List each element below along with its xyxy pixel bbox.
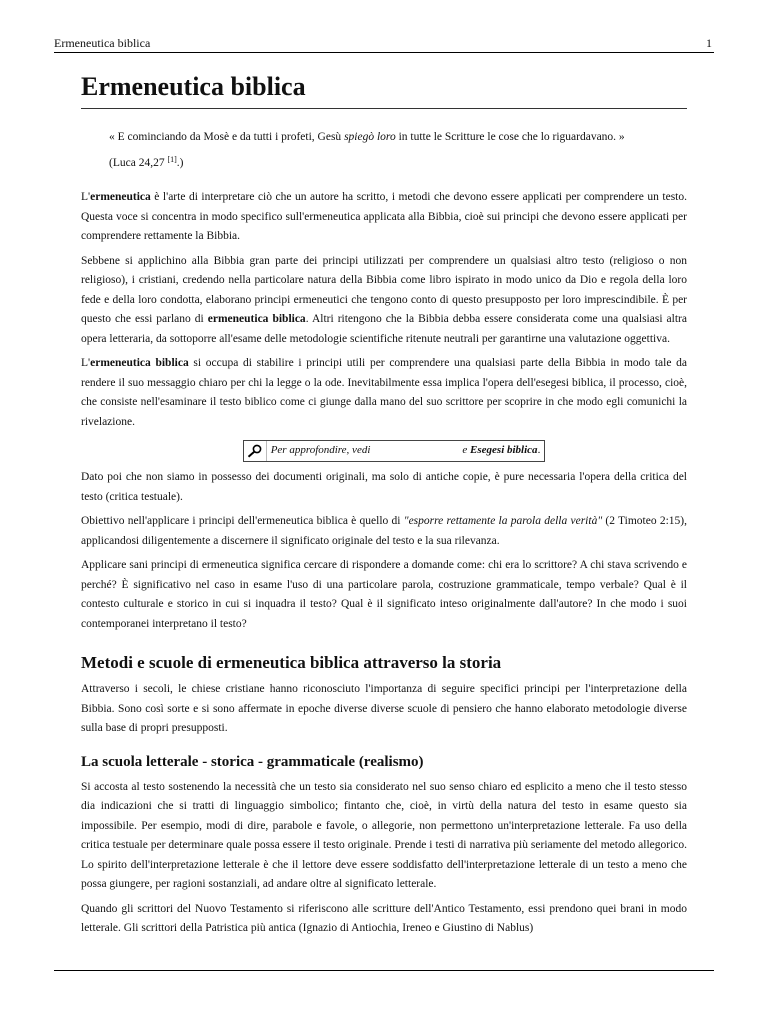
citation-text: (Luca 24,27 — [109, 157, 168, 169]
bold-term: ermeneutica biblica — [207, 313, 306, 325]
epigraph-close: in tutte le Scritture le cose che lo riguardavano. » — [395, 131, 625, 143]
text: è l'arte di interpretare ciò che un autore ha scritto, i metodi che devono essere applicati per comprendere un testo. Questa voce si concentra in modo specifico sull'ermeneutica applicata alla Bibbia, cioè sui principi che devono essere applicati per comprendere rettamente la Bibbia. — [81, 191, 687, 242]
text: L' — [81, 191, 91, 203]
paragraph: Attraverso i secoli, le chiese cristiane hanno riconosciuto l'importanza di seguire specifici principi per l'interpretazione della Bibbia. Sono così sorte e si sono affermate in epoche diverse diverse scuole di pensiero che hanno elaborato metodologie diverse sulla base di propri presupposti. — [81, 683, 687, 734]
paragraph: Quando gli scrittori del Nuovo Testamento si riferiscono alle scritture dell'Antico Testamento, essi prendono quei brani in modo letterale. Gli scrittori della Patristica più antica (Ignazio di Antiochia, Ireneo e Giustino di Nablus) — [81, 902, 687, 934]
epigraph-italic: spiegò loro — [344, 131, 396, 143]
paragraph — [81, 512, 687, 551]
article-content — [81, 70, 687, 939]
see-also-box — [243, 440, 546, 462]
paragraph — [81, 252, 687, 350]
see-also-wrapper — [81, 440, 687, 462]
reference-link[interactable]: [1] — [167, 155, 177, 164]
paragraph: Dato poi che non siamo in possesso dei documenti originali, ma solo di antiche copie, è pure necessaria l'opera della critica del testo (critica testuale). — [81, 471, 687, 503]
subsection-heading: La scuola letterale - storica - grammaticale (realismo) — [81, 753, 424, 770]
see-also-text: Per approfondire, vedi — [270, 444, 371, 456]
running-title: Ermeneutica biblica — [54, 36, 151, 50]
paragraph: Applicare sani principi di ermeneutica significa cercare di rispondere a domande come: chi era lo scrittore? A chi stava scrivendo e perché? È significativo nel caso in esame l'uso di una particolare parola, costruzione grammaticale, tempo verbale? Qual è il contesto culturale e storico in cui si inquadra il testo? Qual è il significato inteso originalmente dall'autore? In che modo i suoi contemporanei interpretano il testo? — [81, 559, 687, 630]
text: si occupa di stabilire i principi utili per comprendere una qualsiasi parte della Bibbia in modo tale da rendere il suo messaggio chiaro per chi la legge o la ode. Inevitabilmente essa implica l'opera dell'esegesi biblica, il processo, cioè, che consiste nell'esaminare il testo biblico come ci giunge dalla mano del suo scrittore per scoprire in che modo egli comunichi la rivelazione. — [81, 357, 687, 428]
page-title: Ermeneutica biblica — [81, 70, 687, 109]
epigraph-text — [109, 126, 687, 148]
running-header — [54, 36, 714, 53]
paragraph — [81, 188, 687, 247]
page-number: 1 — [706, 36, 712, 50]
epigraph — [109, 126, 687, 174]
text: . Altri ritengono che la Bibbia debba essere considerata come una qualsiasi altra opera letteraria, da sottoporre all'esame delle metodologie scientifiche ritenute neutrali per garantirne una valutazione oggettiva. — [81, 313, 687, 345]
section-heading: Metodi e scuole di ermeneutica biblica attraverso la storia — [81, 653, 502, 672]
see-also-end: . — [537, 444, 541, 456]
see-also-conj: e — [462, 444, 468, 456]
esegesi-biblica-link[interactable]: Esegesi biblica — [470, 444, 538, 456]
text: Sebbene si applichino alla Bibbia gran parte dei principi utilizzati per comprendere un qualsiasi altro testo (religioso o non religioso), i cristiani, credendo nella particolare natura della Bibbia come libro ispirato in modo unico da Dio e regola della loro fede e della loro condotta, elaborano principi ermeneutici che tengono conto di questo presupposto per loro imprescindibile. È per questo che essi parlano di — [81, 254, 687, 325]
magnifier-icon — [244, 441, 267, 461]
bold-term: ermeneutica biblica — [90, 357, 189, 369]
text: (2 Timoteo 2:15), applicandosi diligentemente a discernere il significato originale del testo e la sua rilevanza. — [81, 515, 688, 547]
bold-term: ermeneutica — [90, 191, 151, 203]
footer-rule — [54, 970, 714, 971]
italic-quote: "esporre rettamente la parola della verità" — [403, 515, 603, 527]
paragraph: Si accosta al testo sostenendo la necessità che un testo sia considerato nel suo senso chiaro ed esplicito a meno che il testo stesso dia indicazioni che si tratti di linguaggio simbolico; fintanto che, cioè, in virtù della natura del testo in esame questo sia impossibile. Per esempio, modi di dire, parabole e favole, o allegorie, non permettono un'interpretazione letterale. Fa uso della critica testuale per determinare quale possa essere il testo originale. Prende i testi di narrativa più seriamente del metodo allegorico. Lo spirito dell'interpretazione letterale è che il lettore deve essere soddisfatto dell'interpretazione letterale di un testo a meno che possa giungere, per ragioni sostanziali, ad andare oltre al significato letterale. — [81, 780, 687, 890]
citation-end: .) — [176, 157, 184, 169]
text: Obiettivo nell'applicare i principi dell'ermeneutica biblica è quello di — [81, 515, 404, 527]
paragraph — [81, 354, 687, 432]
epigraph-citation — [109, 152, 687, 174]
text: L' — [81, 357, 91, 369]
epigraph-open: « E cominciando da Mosè e da tutti i profeti, Gesù — [109, 131, 345, 143]
